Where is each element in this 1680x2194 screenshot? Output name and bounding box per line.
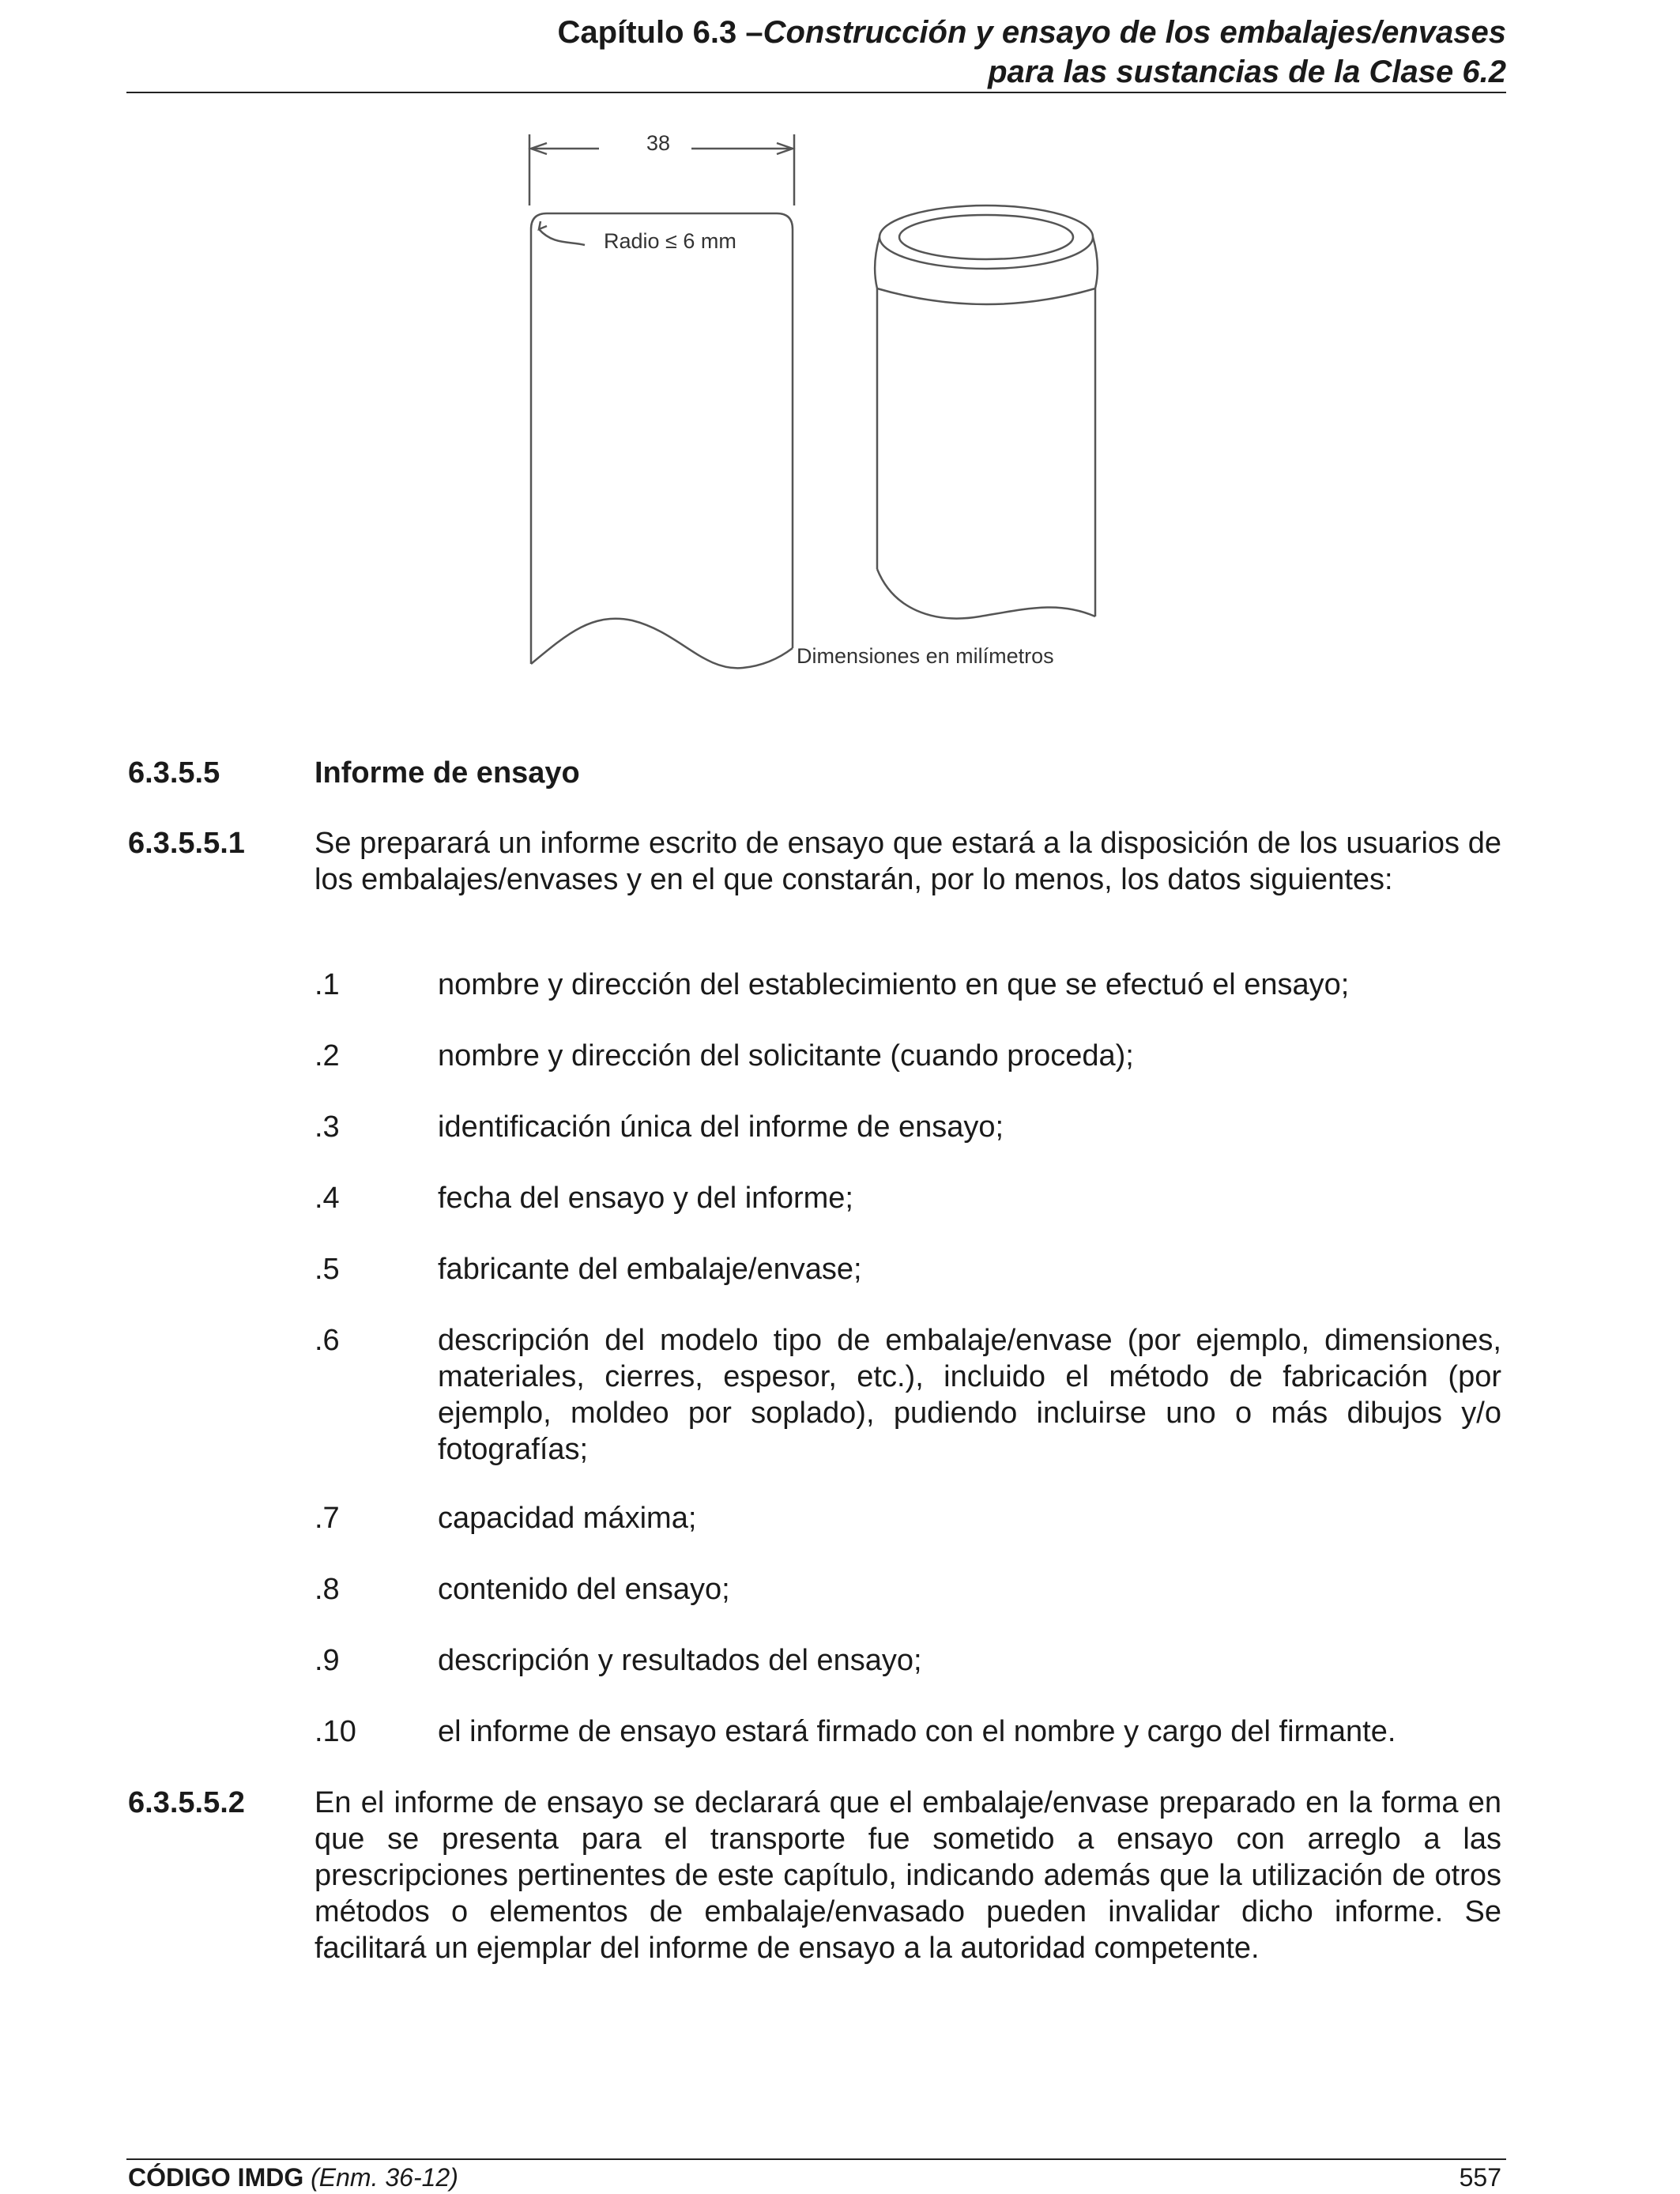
list-item-text: descripción y resultados del ensayo;	[438, 1644, 922, 1677]
footer-amendment: (Enm. 36-12)	[311, 2163, 458, 2192]
page-number: 557	[1459, 2163, 1501, 2192]
dimension-label: 38	[646, 131, 671, 155]
right-cylinder-top-inner	[899, 215, 1073, 259]
paragraph-text: En el informe de ensayo se declarará que el embalaje/envase preparado en la forma en que se presenta para el transporte fue sometido a ensayo con arreglo a las prescripciones pertinentes de este capítulo, indicando además que la utilización de otros métodos o elementos de embalaje/envasado pueden invalidar dicho informe. Se facilitará un ejemplar del informe de ensayo a la autoridad competente.	[315, 1786, 1501, 1965]
list-item-text: fabricante del embalaje/envase;	[438, 1253, 862, 1286]
list-item-number: .5	[315, 1253, 340, 1286]
list-item-text: capacidad máxima;	[438, 1502, 697, 1535]
list-item-text: el informe de ensayo estará firmado con el nombre y cargo del firmante.	[438, 1715, 1396, 1748]
left-cylinder-break	[531, 619, 793, 669]
list-item-number: .10	[315, 1715, 356, 1748]
radius-label: Radio ≤ 6 mm	[604, 229, 736, 253]
header-line-2: para las sustancias de la Clase 6.2	[988, 55, 1506, 89]
list-item-number: .3	[315, 1110, 340, 1144]
list-item-text: fecha del ensayo y del informe;	[438, 1182, 853, 1215]
header-rule	[126, 92, 1506, 93]
footer-doc-name: CÓDIGO IMDG	[128, 2163, 304, 2192]
paragraph-number: 6.3.5.5.1	[128, 827, 245, 860]
paragraph-number: 6.3.5.5.2	[128, 1786, 245, 1819]
radius-leader	[539, 229, 585, 245]
list-item-text: contenido del ensayo;	[438, 1573, 730, 1606]
section-title: Informe de ensayo	[315, 756, 580, 790]
footer-rule	[126, 2158, 1506, 2160]
chapter-title: Construcción y ensayo de los embalajes/envases	[763, 15, 1506, 50]
list-item-number: .2	[315, 1039, 340, 1072]
test-impactor-figure	[506, 126, 1328, 703]
footer-document-id	[128, 2163, 458, 2192]
chapter-number: Capítulo 6.3 –	[557, 15, 763, 50]
list-item-number: .1	[315, 968, 340, 1001]
list-item-number: .8	[315, 1573, 340, 1606]
radius-leader-arrow	[539, 221, 547, 229]
list-item-number: .6	[315, 1324, 340, 1357]
section-number: 6.3.5.5	[128, 756, 220, 790]
list-item-text: nombre y dirección del establecimiento en que se efectuó el ensayo;	[438, 968, 1350, 1001]
right-cylinder-break	[877, 569, 1095, 619]
list-item-text: identificación única del informe de ensayo;	[438, 1110, 1004, 1144]
header-line-1	[126, 13, 1506, 52]
left-cylinder-outline	[531, 213, 793, 664]
impactor-drawing	[506, 126, 1328, 703]
right-cylinder-left-side	[875, 237, 880, 569]
list-item-text: descripción del modelo tipo de embalaje/envase (por ejemplo, dimensiones, materiales, cierres, espesor, etc.), incluido el método de fabricación (por ejemplo, moldeo por soplado), pudiendo incluirse uno o más dibujos y/o fotografías;	[438, 1324, 1501, 1466]
right-cylinder-right-side	[1093, 237, 1098, 616]
list-item-text: nombre y dirección del solicitante (cuando proceda);	[438, 1039, 1134, 1072]
right-cylinder-shoulder	[877, 288, 1095, 304]
list-item-number: .4	[315, 1182, 340, 1215]
units-caption: Dimensiones en milímetros	[797, 644, 1054, 668]
paragraph-text: Se preparará un informe escrito de ensayo que estará a la disposición de los usuarios de los embalajes/envases y en el que constarán, por lo menos, los datos siguientes:	[315, 827, 1501, 896]
list-item-number: .7	[315, 1502, 340, 1535]
page-header	[126, 13, 1506, 92]
list-item-number: .9	[315, 1644, 340, 1677]
